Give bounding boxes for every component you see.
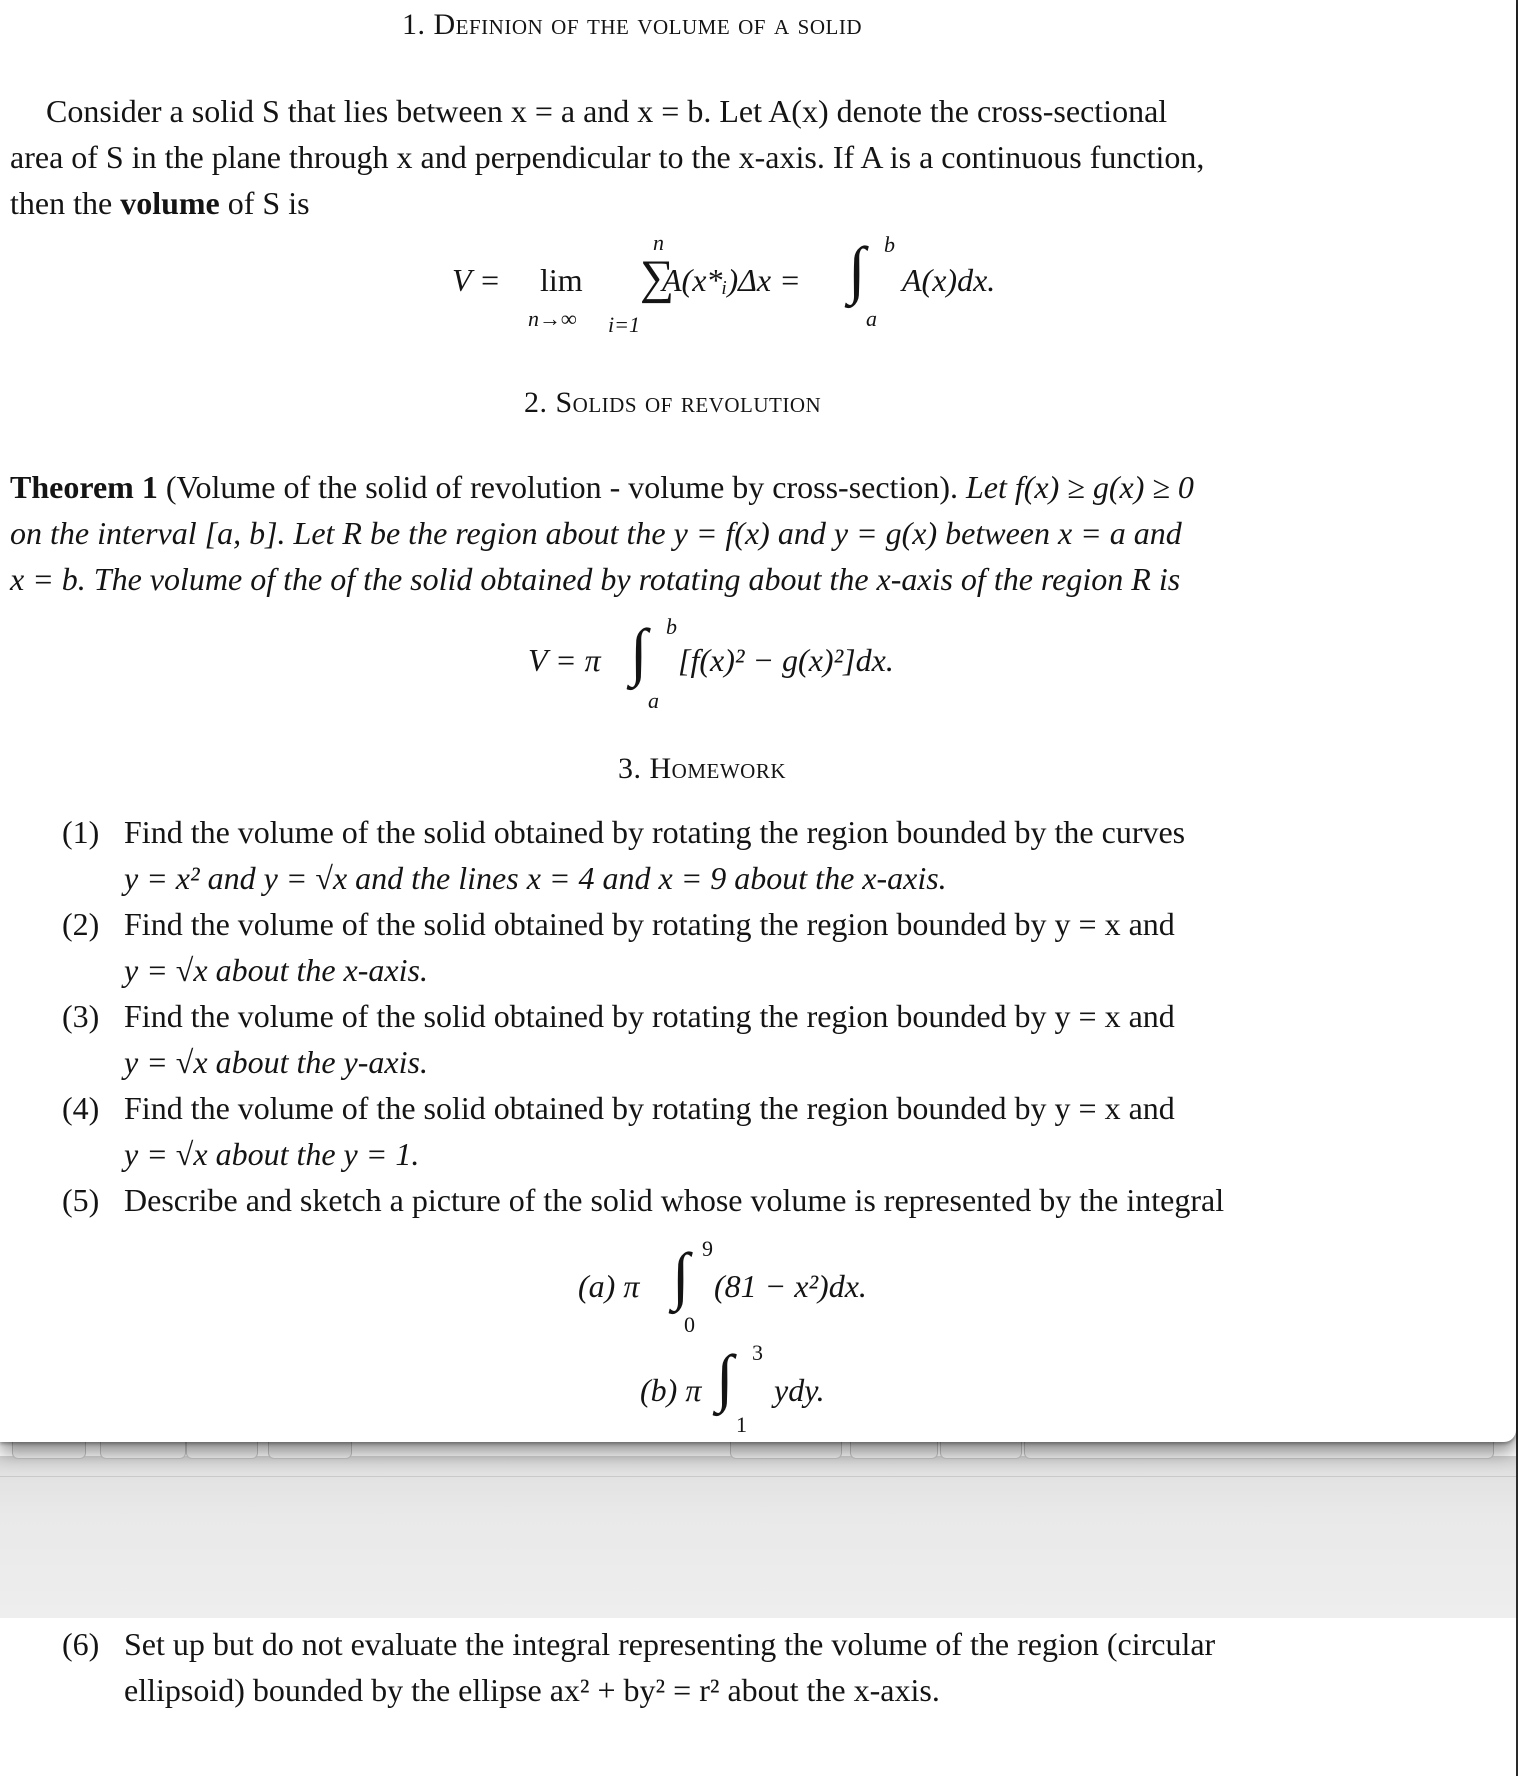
lim-subscript: n→∞ (528, 306, 577, 331)
ghost-button (100, 1440, 186, 1459)
integral-upper: 9 (702, 1236, 713, 1261)
integral-lower: 0 (684, 1312, 695, 1337)
paragraph-line: Consider a solid S that lies between x = a and x = b. Let A(x) denote the cross-sectional (46, 93, 1168, 129)
homework-number: (3) (62, 998, 100, 1034)
lim-operator: lim (540, 262, 583, 298)
sub-label: (b) π (640, 1372, 702, 1408)
sub-label: (a) π (578, 1268, 640, 1304)
theorem-line: x = b. The volume of the of the solid obtained by rotating about the x-axis of the region R is (10, 561, 1181, 597)
homework-text: Find the volume of the solid obtained by rotating the region bounded by y = x and (124, 1090, 1175, 1126)
integral-sign: ∫ (716, 1342, 734, 1413)
integral-sign: ∫ (672, 1240, 690, 1311)
section-heading: 2. Solids of revolution (524, 386, 822, 419)
background-window-area (0, 1456, 1516, 1618)
integral-lower: a (866, 306, 877, 331)
divider (0, 1476, 1516, 1477)
theorem-label: Theorem 1 (10, 469, 158, 505)
ghost-search-field (1024, 1440, 1494, 1459)
ghost-button (186, 1440, 258, 1459)
sum-upper: n (653, 230, 664, 255)
theorem-line (10, 464, 1194, 510)
integral-body: ydy. (774, 1372, 825, 1408)
text-span: of S is (227, 185, 310, 221)
theorem-text: Let f(x) ≥ g(x) ≥ 0 (965, 469, 1194, 505)
homework-number: (1) (62, 814, 100, 850)
homework-text: y = x² and y = √x and the lines x = 4 and x = 9 about the x-axis. (124, 860, 947, 896)
ghost-button (12, 1440, 86, 1459)
integral-sign: ∫ (630, 616, 648, 687)
theorem-line: on the interval [a, b]. Let R be the region about the y = f(x) and y = g(x) between x = a and (10, 515, 1182, 551)
theorem-title: (Volume of the solid of revolution - volume by cross-section). (165, 469, 958, 505)
integral-upper: b (884, 232, 895, 257)
sum-lower: i=1 (608, 312, 640, 337)
homework-number: (4) (62, 1090, 100, 1126)
background-toolbar (0, 1440, 1516, 1460)
integral-lower: 1 (736, 1412, 747, 1437)
ghost-button (850, 1440, 938, 1459)
bold-term: volume (120, 185, 220, 221)
homework-text: Find the volume of the solid obtained by rotating the region bounded by y = x and (124, 906, 1175, 942)
homework-text: y = √x about the y-axis. (124, 1044, 428, 1080)
homework-text: Find the volume of the solid obtained by rotating the region bounded by y = x and (124, 998, 1175, 1034)
section-heading: 3. Homework (618, 752, 786, 785)
integral-sign: ∫ (848, 234, 866, 305)
sum-body: A(x*ᵢ)Δx = (662, 262, 801, 298)
paragraph-line: area of S in the plane through x and perpendicular to the x-axis. If A is a continuous function, (10, 139, 1205, 175)
integral-body: A(x)dx. (902, 262, 996, 298)
sigma-symbol: ∑ (640, 251, 675, 304)
homework-text: Find the volume of the solid obtained by rotating the region bounded by the curves (124, 814, 1186, 850)
homework-text: Set up but do not evaluate the integral representing the volume of the region (circular (124, 1626, 1216, 1662)
integral-upper: b (666, 614, 677, 639)
homework-text: y = √x about the y = 1. (124, 1136, 420, 1172)
text-span: then the (10, 185, 113, 221)
integral-body: [f(x)² − g(x)²]dx. (678, 642, 894, 678)
formula-lhs: V = π (528, 642, 601, 678)
homework-number: (5) (62, 1182, 100, 1218)
integral-upper: 3 (752, 1340, 763, 1365)
section-heading: 1. Definion of the volume of a solid (402, 8, 862, 41)
ghost-button (940, 1440, 1022, 1459)
ghost-button (268, 1440, 352, 1459)
homework-text: y = √x about the x-axis. (124, 952, 428, 988)
ghost-button (730, 1440, 842, 1459)
formula-lhs: V = (452, 262, 501, 298)
homework-text: ellipsoid) bounded by the ellipse ax² + by² = r² about the x-axis. (124, 1672, 940, 1708)
homework-number: (6) (62, 1626, 100, 1662)
paragraph-line (10, 180, 310, 226)
integral-lower: a (648, 688, 659, 713)
homework-text: Describe and sketch a picture of the solid whose volume is represented by the integral (124, 1182, 1225, 1218)
homework-number: (2) (62, 906, 100, 942)
integral-body: (81 − x²)dx. (714, 1268, 867, 1304)
